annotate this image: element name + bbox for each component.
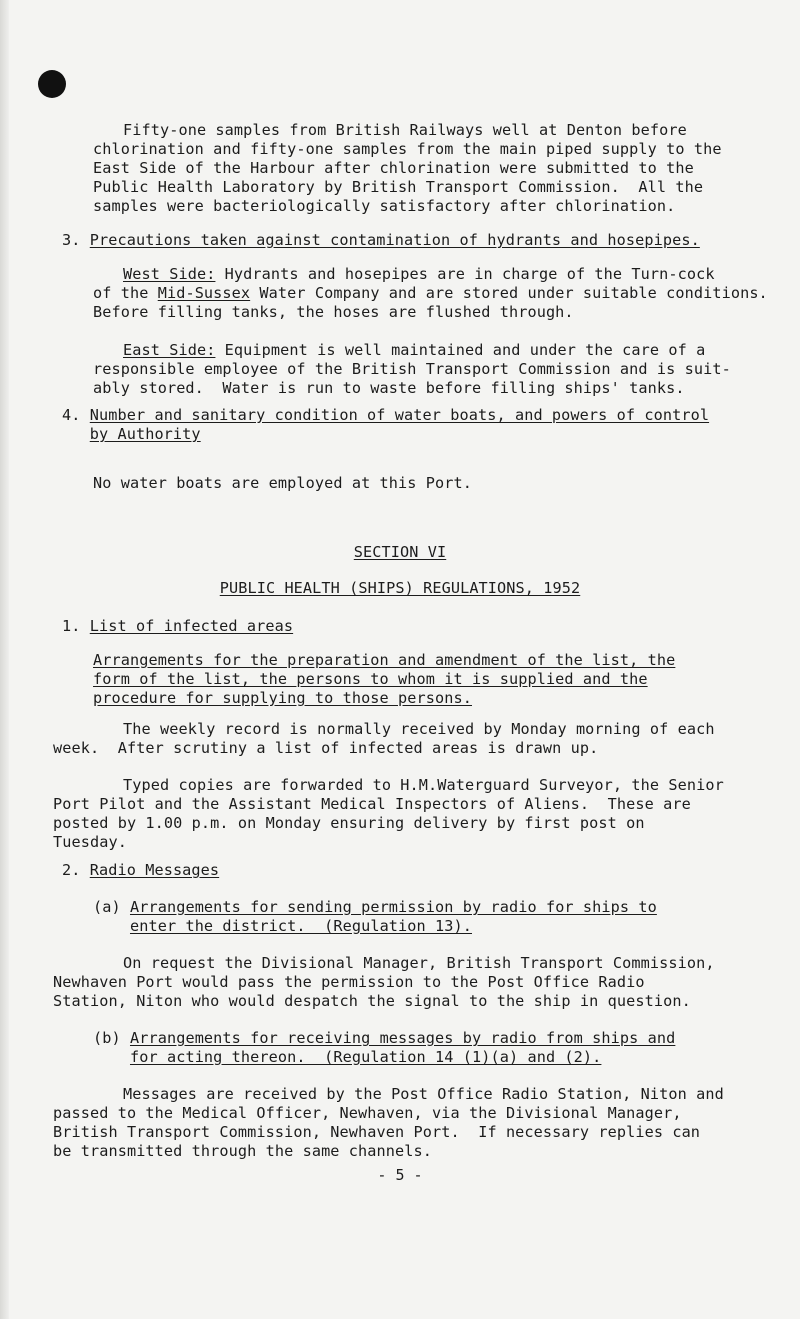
list-para-line: week. After scrutiny a list of infected areas is drawn up. — [53, 739, 599, 757]
radio-a-line: Newhaven Port would pass the permission to the Post Office Radio — [53, 973, 645, 991]
radio-b-heading-line: for acting thereon. (Regulation 14 (1)(a) and (2). — [129, 1048, 602, 1066]
intro-paragraph — [93, 121, 722, 216]
item3-number: 3. — [62, 231, 81, 249]
section-title: SECTION VI — [353, 543, 447, 561]
list-para-line: posted by 1.00 p.m. on Monday ensuring delivery by first post on — [53, 814, 645, 832]
west-line-tail: Water Company and are stored under suitable conditions. — [250, 284, 768, 302]
list-paragraph-2 — [53, 776, 724, 852]
list-para-line: Port Pilot and the Assistant Medical Inspectors of Aliens. These are — [53, 795, 691, 813]
radio-a-heading-line: Arrangements for sending permission by radio for ships to — [129, 898, 657, 916]
radio-b-line: Messages are received by the Post Office Radio Station, Niton and — [123, 1085, 724, 1103]
punch-hole — [38, 70, 66, 98]
page-edge-shadow — [0, 0, 9, 1319]
radio-b-line: British Transport Commission, Newhaven Port. If necessary replies can — [53, 1123, 701, 1141]
item4-heading-line: by Authority — [89, 425, 201, 443]
page-number: - 5 - — [377, 1166, 423, 1184]
radio-heading-text: Radio Messages — [89, 861, 220, 879]
list-number: 1. — [62, 617, 81, 635]
list-subheading-line: form of the list, the persons to whom it is supplied and the — [93, 670, 648, 688]
west-side-label: West Side: — [123, 265, 216, 283]
radio-b-label: (b) — [93, 1029, 121, 1047]
item4-heading — [62, 406, 709, 444]
intro-line: East Side of the Harbour after chlorination were submitted to the — [93, 159, 694, 177]
west-line: Before filling tanks, the hoses are flushed through. — [93, 303, 574, 321]
radio-a-heading-line: enter the district. (Regulation 13). — [129, 917, 472, 935]
radio-a-line: On request the Divisional Manager, British Transport Commission, — [123, 954, 715, 972]
east-side-label: East Side: — [123, 341, 216, 359]
radio-b-heading — [93, 1029, 675, 1067]
radio-b-line: be transmitted through the same channels. — [53, 1142, 432, 1160]
list-heading — [62, 617, 293, 636]
radio-b-line: passed to the Medical Officer, Newhaven, via the Divisional Manager, — [53, 1104, 682, 1122]
list-subheading — [93, 651, 675, 708]
list-paragraph-1 — [53, 720, 715, 758]
mid-sussex-text: Mid-Sussex — [157, 284, 251, 302]
list-para-line: The weekly record is normally received by Monday morning of each — [123, 720, 715, 738]
radio-b-heading-line: Arrangements for receiving messages by radio from ships and — [129, 1029, 676, 1047]
radio-a-text — [53, 954, 715, 1011]
radio-heading — [62, 861, 219, 880]
west-line: Hydrants and hosepipes are in charge of the Turn-cock — [215, 265, 715, 283]
item3-west-paragraph — [93, 265, 768, 322]
list-para-line: Typed copies are forwarded to H.M.Waterguard Surveyor, the Senior — [123, 776, 724, 794]
item3-heading — [62, 231, 700, 250]
list-subheading-line: Arrangements for the preparation and amendment of the list, the — [93, 651, 676, 669]
radio-a-label: (a) — [93, 898, 121, 916]
intro-line: Public Health Laboratory by British Transport Commission. All the — [93, 178, 704, 196]
west-line: of the — [93, 284, 158, 302]
item3-east-paragraph — [93, 341, 731, 398]
item3-heading-text: Precautions taken against contamination of hydrants and hosepipes. — [89, 231, 700, 249]
list-heading-text: List of infected areas — [89, 617, 294, 635]
item4-heading-line: Number and sanitary condition of water boats, and powers of control — [89, 406, 710, 424]
intro-line: samples were bacteriologically satisfactory after chlorination. — [93, 197, 676, 215]
intro-line: chlorination and fifty-one samples from the main piped supply to the — [93, 140, 722, 158]
item4-number: 4. — [62, 406, 81, 424]
radio-a-line: Station, Niton who would despatch the signal to the ship in question. — [53, 992, 691, 1010]
east-line: ably stored. Water is run to waste before filling ships' tanks. — [93, 379, 685, 397]
east-line: responsible employee of the British Transport Commission and is suit- — [93, 360, 731, 378]
radio-a-heading — [93, 898, 657, 936]
radio-number: 2. — [62, 861, 81, 879]
list-subheading-line: procedure for supplying to those persons. — [93, 689, 472, 707]
radio-b-text — [53, 1085, 724, 1161]
list-para-line: Tuesday. — [53, 833, 127, 851]
section-subtitle: PUBLIC HEALTH (SHIPS) REGULATIONS, 1952 — [219, 579, 581, 597]
item4-text: No water boats are employed at this Port. — [93, 474, 472, 492]
east-line: Equipment is well maintained and under the care of a — [215, 341, 706, 359]
intro-line: Fifty-one samples from British Railways well at Denton before — [123, 121, 687, 139]
